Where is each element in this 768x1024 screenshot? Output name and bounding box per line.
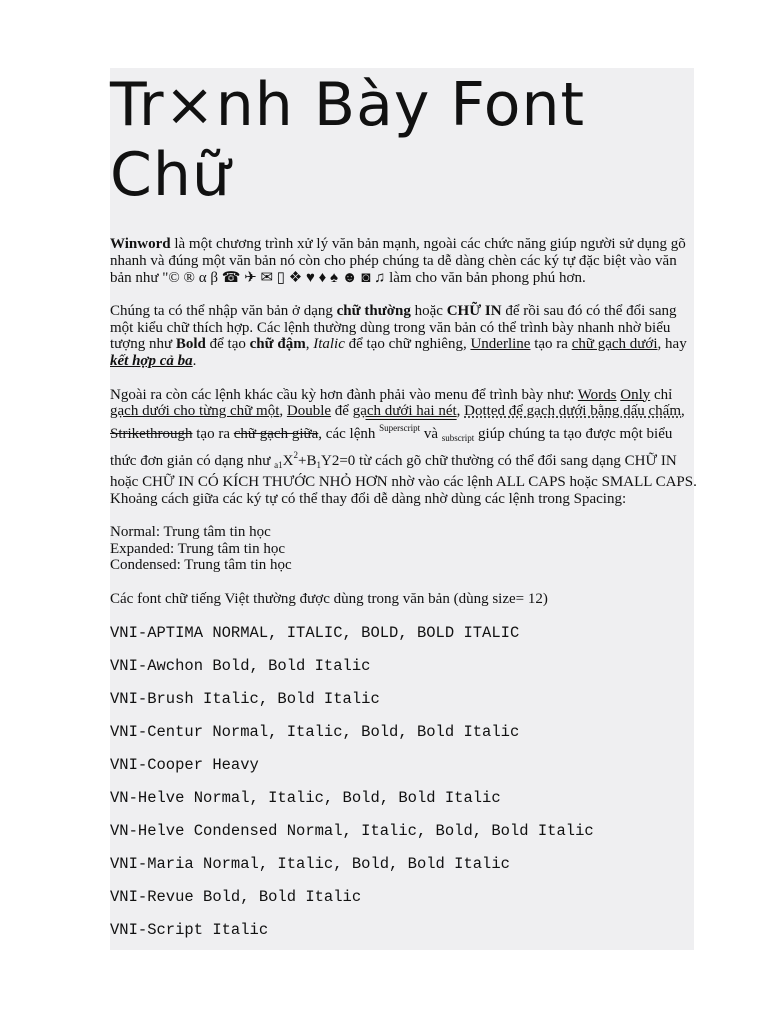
- font-line: VNI-Maria Normal, Italic, Bold, Bold Italic: [110, 855, 510, 874]
- underline-text: Words: [577, 386, 617, 403]
- winword-bold: Winword: [110, 236, 171, 252]
- text: hoặc: [410, 302, 447, 319]
- text: X: [282, 452, 294, 469]
- dotted-underline-text: Dotted để gạch dưới bằng dấu chấm: [464, 403, 681, 420]
- text: Chúng ta có thể nhập văn bản ở dạng: [110, 302, 337, 319]
- text: để: [331, 403, 353, 420]
- text: Ngoài ra còn các lệnh khác cầu kỳ hơn đành phải vào menu để trình bày như:: [110, 386, 578, 403]
- title-line-2: Chữ: [110, 140, 231, 210]
- double-underline-text: gạch dưới hai nét: [352, 403, 457, 420]
- font-line: VNI-Awchon Bold, Bold Italic: [110, 657, 371, 676]
- bold-text: Bold: [175, 336, 206, 353]
- font-line: VNI-Script Italic: [110, 921, 269, 940]
- text: ,: [456, 403, 465, 420]
- font-line: VNI-Revue Bold, Bold Italic: [110, 888, 362, 907]
- text: để tạo chữ nghiêng,: [344, 336, 471, 353]
- underline-text: gạch dưới cho từng chữ một: [110, 403, 280, 420]
- fonts-intro: Các font chữ tiếng Việt thường được dùng trong văn bản (dùng size= 12): [110, 590, 548, 607]
- text: ,: [279, 403, 287, 420]
- text: để tạo: [205, 336, 250, 353]
- superscript-text: 2: [293, 449, 299, 460]
- paragraph-intro: [110, 236, 700, 286]
- text: tạo ra: [530, 336, 572, 353]
- text: tạo ra: [192, 426, 234, 443]
- spacing-condensed: Condensed: Trung tâm tin học: [110, 557, 292, 574]
- document-content: [110, 68, 700, 954]
- subscript-text: 1: [316, 459, 321, 470]
- text: , các lệnh: [318, 426, 380, 443]
- text: chỉ: [650, 386, 673, 403]
- text: +B: [298, 452, 317, 469]
- paragraph-advanced: [110, 387, 700, 508]
- text: và: [420, 426, 442, 443]
- title-line-1: Tr×nh Bày Font: [110, 70, 586, 140]
- text: giúp chúng ta tạo được một biểu thức đơn giản có dạng như: [110, 426, 673, 469]
- strikethrough-text: Strikethrough: [110, 426, 193, 443]
- superscript-text: Superscript: [379, 423, 421, 434]
- spacing-expanded: Expanded: Trung tâm tin học: [110, 540, 285, 557]
- subscript-text: subscript: [441, 433, 475, 444]
- italic-text: Italic: [313, 336, 345, 353]
- bold-text: chữ đậm: [249, 336, 306, 353]
- font-line: VN-Helve Condensed Normal, Italic, Bold, Bold Italic: [110, 822, 594, 841]
- paragraph-formatting: [110, 303, 700, 370]
- bold-italic-underline-text: kết hợp cả ba: [110, 353, 193, 370]
- text: Y2=0 từ cách gõ chữ thường có thể đổi sang dạng CHỮ IN hoặc CHỮ IN CÓ KÍCH THƯỚC NHỎ HƠN nhờ vào các lệnh ALL CAPS hoặc SMALL CAPS. Khoảng cách giữa các ký tự có thể thay đổi dễ dàng nhờ dùng các lệnh trong Spacing:: [110, 452, 697, 507]
- text: ,: [681, 403, 685, 420]
- underline-text: Underline: [470, 336, 531, 353]
- intro-text: là một chương trình xử lý văn bản mạnh, ngoài các chức năng giúp người sử dụng gõ nhanh và đúng một văn bản nó còn cho phép chúng ta dễ dàng chèn các ký tự đặc biệt vào văn bản như "© ® α β ☎ ✈ ✉ ▯ ❖ ♥ ♦ ♠ ☻ ◙ ♫ làm cho văn bản phong phú hơn.: [110, 236, 686, 286]
- underline-text: Double: [286, 403, 332, 420]
- strikethrough-text: chữ gạch giữa: [233, 426, 319, 443]
- underline-text: Only: [620, 386, 651, 403]
- text: , hay: [657, 336, 687, 353]
- font-line: VNI-Centur Normal, Italic, Bold, Bold Italic: [110, 723, 520, 742]
- font-line: VN-Helve Normal, Italic, Bold, Bold Italic: [110, 789, 501, 808]
- spacing-normal: Normal: Trung tâm tin học: [110, 523, 271, 540]
- page-title: [110, 70, 700, 210]
- font-line: VNI-Brush Italic, Bold Italic: [110, 690, 380, 709]
- font-line: VNI-Cooper Heavy: [110, 756, 259, 775]
- text: ,: [305, 336, 314, 353]
- subscript-text: a1: [274, 459, 283, 470]
- underline-text: chữ gạch dưới: [571, 336, 658, 353]
- bold-text: CHỮ IN: [446, 302, 502, 319]
- bold-text: chữ thường: [336, 302, 411, 319]
- font-line: VNI-APTIMA NORMAL, ITALIC, BOLD, BOLD ITALIC: [110, 624, 520, 643]
- text: để rồi sau đó có thể đổi sang một kiểu chữ thích hợp. Các lệnh thường dùng trong văn bản có thể trình bày nhanh nhờ biểu tượng như: [110, 302, 677, 353]
- text: .: [192, 353, 197, 370]
